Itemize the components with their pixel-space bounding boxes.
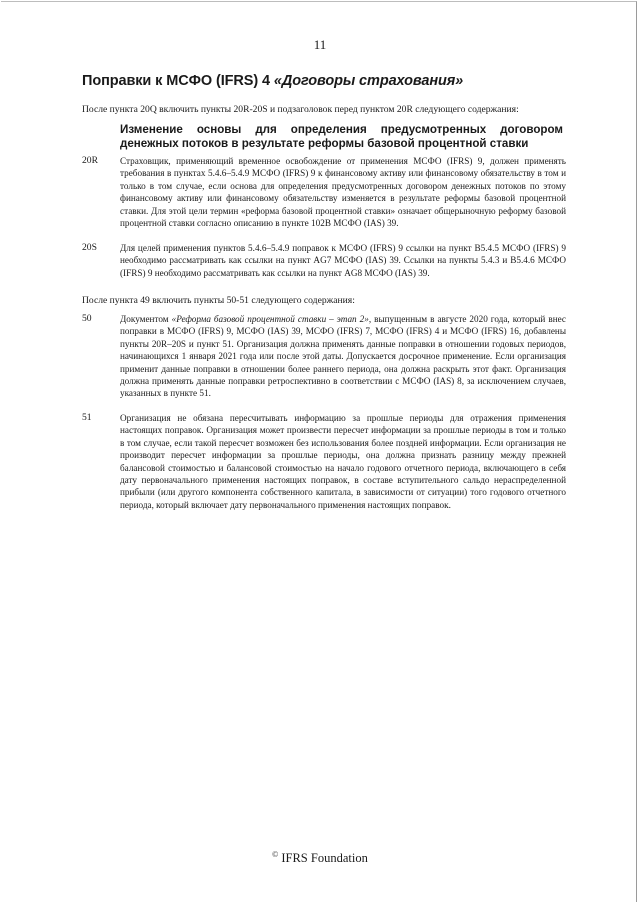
paragraph-text: Организация не обязана пересчитывать информацию за прошлые периоды для отражения применения настоящих поправок. Организация может произвести пересчет информации за прошлые периоды в том и только в том случае, если такой пересчет возможен без использования более поздней информации. Если организация не производит пересчет информации за прошлые периоды, она должна признать разницу между прежней балансовой стоимостью и балансовой стоимостью на начало годового отчетного периода, включающего в себя дату первоначального применения настоящих поправок, в составе вступительного сальдо нераспределенной прибыли (или другого компонента собственного капитала, в зависимости от ситуации) того годового отчетного периода, который включает дату первоначального применения настоящих поправок.: [120, 413, 566, 510]
page-title-regular: Поправки к МСФО (IFRS) 4: [82, 73, 274, 89]
paragraph-number: 20R: [82, 155, 98, 166]
copyright-symbol: ©: [272, 850, 279, 859]
page-number: 11: [313, 37, 327, 52]
paragraph-text: Страховщик, применяющий временное освобождение от применения МСФО (IFRS) 9, должен применять требования в пунктах 5.4.6–5.4.9 МСФО (IFRS) 9 к финансовому активу или финансовому обязательству в том и только в том случае, если основа для определения предусмотренных договором денежных потоков по этому финансовому активу или финансовому обязательству изменяется в результате реформы базовой процентной ставки. Для этой цели термин «реформа базовой процентной ставки» означает общерыночную реформу базовой процентной ставки согласно описанию в пункте 102B МСФО (IAS) 39.: [120, 156, 566, 229]
paragraph-number: 20S: [82, 242, 97, 253]
footer-text: IFRS Foundation: [278, 851, 368, 866]
paragraph-text-start: Документом: [120, 314, 172, 324]
paragraph-text: [120, 313, 566, 400]
document-name-italic: «Реформа базовой процентной ставки – этап 2»: [171, 314, 369, 324]
paragraph-number: 50: [82, 313, 92, 324]
paragraph-number: 51: [82, 412, 92, 423]
section-subheading: [120, 123, 563, 151]
paragraph-text: Для целей применения пунктов 5.4.6–5.4.9 поправок к МСФО (IFRS) 9 ссылки на пункт B5.4.5 МСФО (IFRS) 9 необходимо рассматривать как ссылки на пункт AG7 МСФО (IAS) 39. Ссылки на пункты 5.4.3 и B5.4.6 МСФО (IFRS) 9 необходимо рассматривать как ссылки на пункт AG8 МСФО (IAS) 39.: [120, 243, 566, 278]
copyright-footer: [0, 850, 640, 866]
subheading-line-1: Изменение основы для определения предусмотренных договором: [120, 123, 563, 136]
intro-text-1: После пункта 20Q включить пункты 20R-20S и подзаголовок перед пунктом 20R следующего содержания:: [82, 104, 519, 115]
page-title-italic: «Договоры страхования»: [273, 73, 464, 89]
subheading-line-2: денежных потоков в результате реформы базовой процентной ставки: [120, 137, 529, 150]
intro-text-2: После пункта 49 включить пункты 50-51 следующего содержания:: [82, 295, 355, 306]
paragraph-text-end: , выпущенным в августе 2020 года, который внес поправки в МСФО (IFRS) 9, МСФО (IAS) 39, МСФО (IFRS) 7, МСФО (IFRS) 4 и МСФО (IFRS) 16, добавлены пункты 20R–20S и пункт 51. Организация должна применять данные поправки в отношении годовых периодов, начинающихся 1 января 2021 года или после этой даты. Допускается досрочное применение. Если организация применит данные поправки в отношении более раннего периода, она должна раскрыть этот факт. Организация должна применять данные поправки ретроспективно в соответствии с МСФО (IAS) 8, за исключением случаев, указанных в пункте 51.: [120, 314, 566, 399]
page-title: [82, 73, 602, 89]
